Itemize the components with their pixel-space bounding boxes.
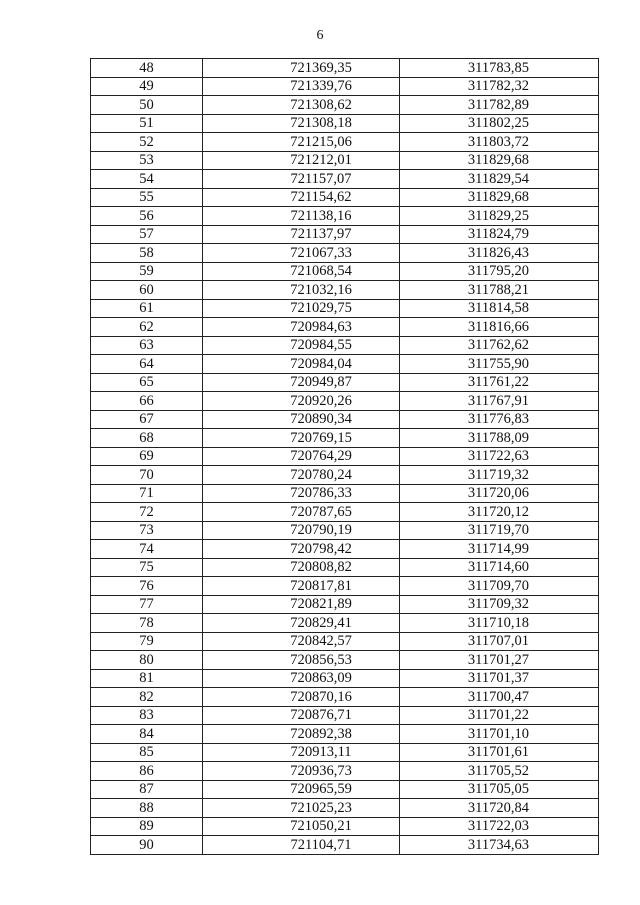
x-coordinate-cell: 721308,62 bbox=[203, 96, 400, 115]
y-coordinate-cell: 311719,32 bbox=[400, 466, 599, 485]
x-coordinate-cell: 720821,89 bbox=[203, 595, 400, 614]
x-coordinate-cell: 720842,57 bbox=[203, 632, 400, 651]
x-coordinate-cell: 720870,16 bbox=[203, 688, 400, 707]
x-coordinate-cell: 720984,63 bbox=[203, 318, 400, 337]
y-coordinate-cell: 311767,91 bbox=[400, 392, 599, 411]
point-number-cell: 89 bbox=[91, 817, 203, 836]
point-number-cell: 53 bbox=[91, 151, 203, 170]
x-coordinate-cell: 721157,07 bbox=[203, 170, 400, 189]
y-coordinate-cell: 311701,61 bbox=[400, 743, 599, 762]
y-coordinate-cell: 311701,27 bbox=[400, 651, 599, 670]
point-number-cell: 84 bbox=[91, 725, 203, 744]
table-row bbox=[91, 595, 599, 614]
table-row bbox=[91, 503, 599, 522]
point-number-cell: 79 bbox=[91, 632, 203, 651]
table-row bbox=[91, 743, 599, 762]
x-coordinate-cell: 721215,06 bbox=[203, 133, 400, 152]
y-coordinate-cell: 311720,84 bbox=[400, 799, 599, 818]
point-number-cell: 51 bbox=[91, 114, 203, 133]
x-coordinate-cell: 720780,24 bbox=[203, 466, 400, 485]
x-coordinate-cell: 720984,55 bbox=[203, 336, 400, 355]
point-number-cell: 58 bbox=[91, 244, 203, 263]
y-coordinate-cell: 311782,89 bbox=[400, 96, 599, 115]
x-coordinate-cell: 720876,71 bbox=[203, 706, 400, 725]
point-number-cell: 76 bbox=[91, 577, 203, 596]
x-coordinate-cell: 720965,59 bbox=[203, 780, 400, 799]
y-coordinate-cell: 311705,05 bbox=[400, 780, 599, 799]
point-number-cell: 77 bbox=[91, 595, 203, 614]
table-row bbox=[91, 632, 599, 651]
x-coordinate-cell: 721339,76 bbox=[203, 77, 400, 96]
point-number-cell: 64 bbox=[91, 355, 203, 374]
point-number-cell: 82 bbox=[91, 688, 203, 707]
table-row bbox=[91, 817, 599, 836]
x-coordinate-cell: 720769,15 bbox=[203, 429, 400, 448]
table-row bbox=[91, 521, 599, 540]
point-number-cell: 55 bbox=[91, 188, 203, 207]
y-coordinate-cell: 311795,20 bbox=[400, 262, 599, 281]
x-coordinate-cell: 720764,29 bbox=[203, 447, 400, 466]
point-number-cell: 54 bbox=[91, 170, 203, 189]
x-coordinate-cell: 720949,87 bbox=[203, 373, 400, 392]
table-row bbox=[91, 651, 599, 670]
y-coordinate-cell: 311734,63 bbox=[400, 836, 599, 855]
x-coordinate-cell: 720936,73 bbox=[203, 762, 400, 781]
y-coordinate-cell: 311803,72 bbox=[400, 133, 599, 152]
x-coordinate-cell: 721308,18 bbox=[203, 114, 400, 133]
table-row bbox=[91, 484, 599, 503]
point-number-cell: 65 bbox=[91, 373, 203, 392]
table-row bbox=[91, 762, 599, 781]
y-coordinate-cell: 311814,58 bbox=[400, 299, 599, 318]
table-row bbox=[91, 170, 599, 189]
table-row bbox=[91, 318, 599, 337]
x-coordinate-cell: 720863,09 bbox=[203, 669, 400, 688]
table-row bbox=[91, 614, 599, 633]
point-number-cell: 56 bbox=[91, 207, 203, 226]
x-coordinate-cell: 720920,26 bbox=[203, 392, 400, 411]
x-coordinate-cell: 720808,82 bbox=[203, 558, 400, 577]
table-row bbox=[91, 114, 599, 133]
point-number-cell: 73 bbox=[91, 521, 203, 540]
point-number-cell: 90 bbox=[91, 836, 203, 855]
table-row bbox=[91, 688, 599, 707]
table-row bbox=[91, 725, 599, 744]
table-row bbox=[91, 392, 599, 411]
table-row bbox=[91, 151, 599, 170]
table-row bbox=[91, 669, 599, 688]
y-coordinate-cell: 311783,85 bbox=[400, 59, 599, 78]
point-number-cell: 48 bbox=[91, 59, 203, 78]
y-coordinate-cell: 311707,01 bbox=[400, 632, 599, 651]
table-row bbox=[91, 558, 599, 577]
x-coordinate-cell: 721212,01 bbox=[203, 151, 400, 170]
y-coordinate-cell: 311710,18 bbox=[400, 614, 599, 633]
x-coordinate-cell: 720817,81 bbox=[203, 577, 400, 596]
point-number-cell: 81 bbox=[91, 669, 203, 688]
point-number-cell: 80 bbox=[91, 651, 203, 670]
table-row bbox=[91, 244, 599, 263]
x-coordinate-cell: 720856,53 bbox=[203, 651, 400, 670]
point-number-cell: 75 bbox=[91, 558, 203, 577]
y-coordinate-cell: 311701,37 bbox=[400, 669, 599, 688]
point-number-cell: 62 bbox=[91, 318, 203, 337]
point-number-cell: 78 bbox=[91, 614, 203, 633]
x-coordinate-cell: 721154,62 bbox=[203, 188, 400, 207]
point-number-cell: 68 bbox=[91, 429, 203, 448]
x-coordinate-cell: 720984,04 bbox=[203, 355, 400, 374]
point-number-cell: 83 bbox=[91, 706, 203, 725]
table-row bbox=[91, 836, 599, 855]
point-number-cell: 66 bbox=[91, 392, 203, 411]
y-coordinate-cell: 311829,25 bbox=[400, 207, 599, 226]
x-coordinate-cell: 720786,33 bbox=[203, 484, 400, 503]
point-number-cell: 52 bbox=[91, 133, 203, 152]
point-number-cell: 87 bbox=[91, 780, 203, 799]
point-number-cell: 49 bbox=[91, 77, 203, 96]
table-row bbox=[91, 299, 599, 318]
table-row bbox=[91, 577, 599, 596]
point-number-cell: 85 bbox=[91, 743, 203, 762]
point-number-cell: 72 bbox=[91, 503, 203, 522]
x-coordinate-cell: 721067,33 bbox=[203, 244, 400, 263]
point-number-cell: 63 bbox=[91, 336, 203, 355]
table-row bbox=[91, 373, 599, 392]
point-number-cell: 86 bbox=[91, 762, 203, 781]
y-coordinate-cell: 311705,52 bbox=[400, 762, 599, 781]
y-coordinate-cell: 311719,70 bbox=[400, 521, 599, 540]
table-row bbox=[91, 225, 599, 244]
point-number-cell: 57 bbox=[91, 225, 203, 244]
x-coordinate-cell: 721050,21 bbox=[203, 817, 400, 836]
y-coordinate-cell: 311722,63 bbox=[400, 447, 599, 466]
table-row bbox=[91, 262, 599, 281]
y-coordinate-cell: 311816,66 bbox=[400, 318, 599, 337]
point-number-cell: 71 bbox=[91, 484, 203, 503]
y-coordinate-cell: 311762,62 bbox=[400, 336, 599, 355]
table-row bbox=[91, 447, 599, 466]
y-coordinate-cell: 311761,22 bbox=[400, 373, 599, 392]
table-row bbox=[91, 706, 599, 725]
y-coordinate-cell: 311788,21 bbox=[400, 281, 599, 300]
table-row bbox=[91, 799, 599, 818]
table-row bbox=[91, 59, 599, 78]
point-number-cell: 61 bbox=[91, 299, 203, 318]
y-coordinate-cell: 311829,54 bbox=[400, 170, 599, 189]
point-number-cell: 69 bbox=[91, 447, 203, 466]
x-coordinate-cell: 720892,38 bbox=[203, 725, 400, 744]
y-coordinate-cell: 311701,22 bbox=[400, 706, 599, 725]
table-row bbox=[91, 133, 599, 152]
y-coordinate-cell: 311714,60 bbox=[400, 558, 599, 577]
x-coordinate-cell: 721032,16 bbox=[203, 281, 400, 300]
x-coordinate-cell: 720829,41 bbox=[203, 614, 400, 633]
table-row bbox=[91, 188, 599, 207]
y-coordinate-cell: 311709,70 bbox=[400, 577, 599, 596]
x-coordinate-cell: 721138,16 bbox=[203, 207, 400, 226]
table-row bbox=[91, 540, 599, 559]
y-coordinate-cell: 311714,99 bbox=[400, 540, 599, 559]
x-coordinate-cell: 721025,23 bbox=[203, 799, 400, 818]
y-coordinate-cell: 311782,32 bbox=[400, 77, 599, 96]
y-coordinate-cell: 311829,68 bbox=[400, 151, 599, 170]
table-row bbox=[91, 207, 599, 226]
point-number-cell: 59 bbox=[91, 262, 203, 281]
x-coordinate-cell: 720890,34 bbox=[203, 410, 400, 429]
x-coordinate-cell: 720913,11 bbox=[203, 743, 400, 762]
table-body bbox=[91, 59, 599, 855]
y-coordinate-cell: 311720,12 bbox=[400, 503, 599, 522]
point-number-cell: 60 bbox=[91, 281, 203, 300]
table-row bbox=[91, 96, 599, 115]
y-coordinate-cell: 311829,68 bbox=[400, 188, 599, 207]
point-number-cell: 88 bbox=[91, 799, 203, 818]
y-coordinate-cell: 311826,43 bbox=[400, 244, 599, 263]
point-number-cell: 70 bbox=[91, 466, 203, 485]
x-coordinate-cell: 721029,75 bbox=[203, 299, 400, 318]
x-coordinate-cell: 721137,97 bbox=[203, 225, 400, 244]
x-coordinate-cell: 721068,54 bbox=[203, 262, 400, 281]
y-coordinate-cell: 311755,90 bbox=[400, 355, 599, 374]
y-coordinate-cell: 311709,32 bbox=[400, 595, 599, 614]
table-row bbox=[91, 355, 599, 374]
page-number: 6 bbox=[316, 28, 324, 43]
y-coordinate-cell: 311788,09 bbox=[400, 429, 599, 448]
table-row bbox=[91, 466, 599, 485]
y-coordinate-cell: 311720,06 bbox=[400, 484, 599, 503]
table-row bbox=[91, 410, 599, 429]
coordinates-table bbox=[90, 58, 599, 855]
y-coordinate-cell: 311824,79 bbox=[400, 225, 599, 244]
x-coordinate-cell: 721104,71 bbox=[203, 836, 400, 855]
x-coordinate-cell: 720790,19 bbox=[203, 521, 400, 540]
y-coordinate-cell: 311722,03 bbox=[400, 817, 599, 836]
y-coordinate-cell: 311776,83 bbox=[400, 410, 599, 429]
x-coordinate-cell: 720798,42 bbox=[203, 540, 400, 559]
y-coordinate-cell: 311802,25 bbox=[400, 114, 599, 133]
point-number-cell: 67 bbox=[91, 410, 203, 429]
y-coordinate-cell: 311700,47 bbox=[400, 688, 599, 707]
table-row bbox=[91, 780, 599, 799]
x-coordinate-cell: 721369,35 bbox=[203, 59, 400, 78]
table-row bbox=[91, 77, 599, 96]
x-coordinate-cell: 720787,65 bbox=[203, 503, 400, 522]
y-coordinate-cell: 311701,10 bbox=[400, 725, 599, 744]
point-number-cell: 74 bbox=[91, 540, 203, 559]
table-row bbox=[91, 281, 599, 300]
point-number-cell: 50 bbox=[91, 96, 203, 115]
table-row bbox=[91, 336, 599, 355]
table-row bbox=[91, 429, 599, 448]
